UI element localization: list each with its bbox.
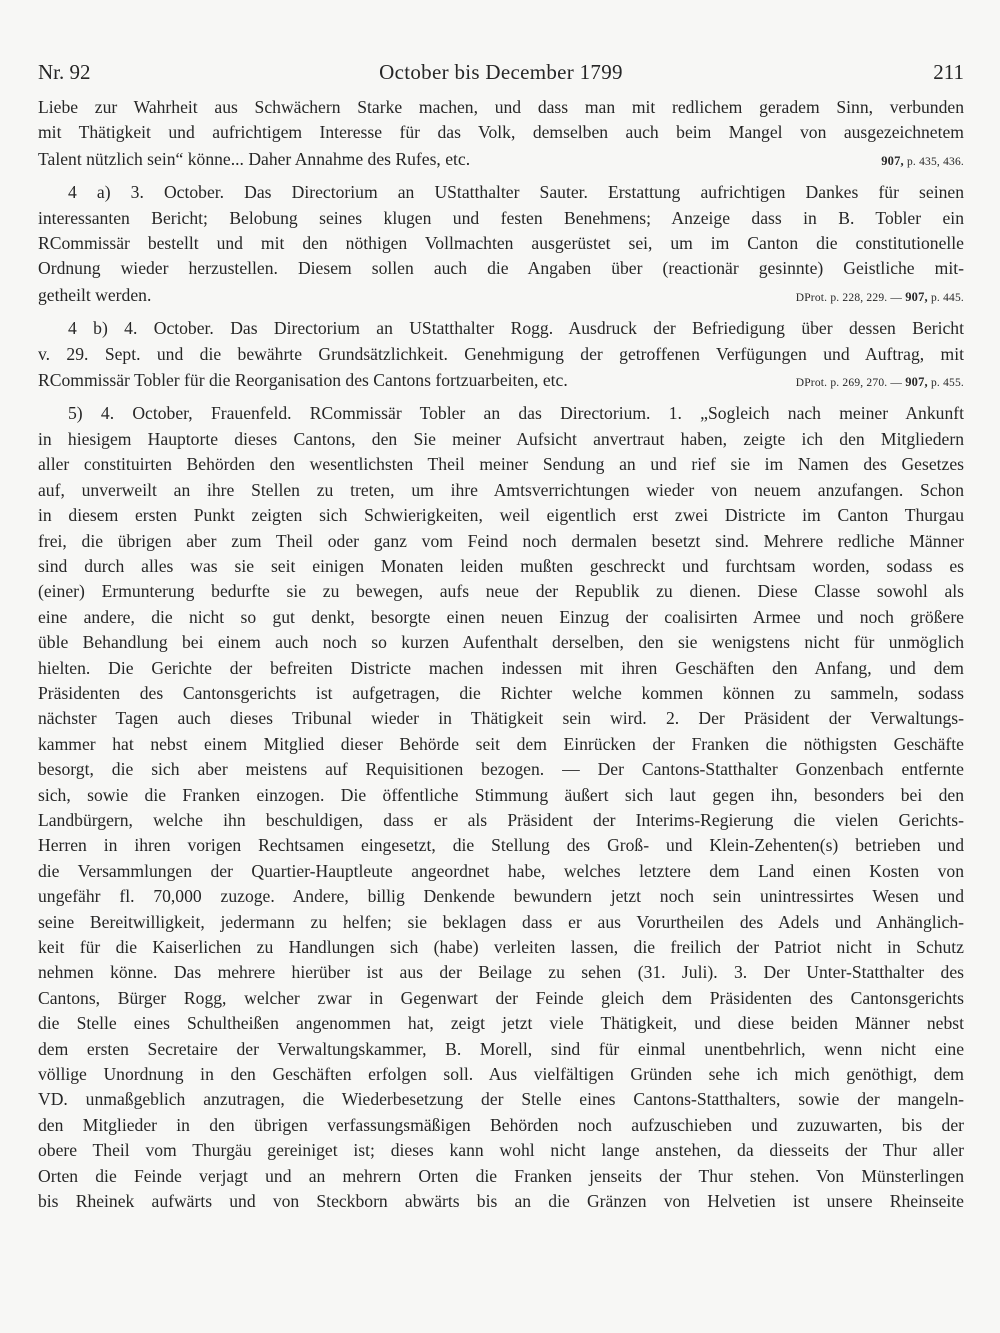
text-line: den Mitglieder in den übrigen verfassungsmäßigen Behörden noch aufzuschieben und zuzuwarten, bis der [38, 1114, 964, 1135]
reference-volume: 907, [905, 289, 928, 304]
reference-volume: 907, [881, 153, 904, 168]
text-line: 5) 4. October, Frauenfeld. RCommissär Tobler an das Directorium. 1. „Sogleich nach meiner Ankunft [68, 403, 964, 424]
page-number: 211 [933, 60, 964, 84]
text-line: Ordnung wieder herzustellen. Diesem sollen auch die Angaben über (reactionär gesinnte) Geistliche mit- [38, 258, 964, 279]
text-line: in hiesigem Hauptorte dieses Cantons, den Sie meiner Aufsicht anvertraut haben, zeigte ich den Mitgliedern [38, 428, 964, 449]
page-header [38, 60, 964, 92]
text-line: Landbürgern, welche ihn beschuldigen, dass er als Präsident der Interims-Regierung die vielen Gerichts- [38, 809, 964, 830]
text-line: aller constituirten Behörden den wesentlichsten Theil meiner Sendung an und rief sie im Namen des Gesetzes [38, 454, 964, 475]
reference-note [796, 285, 964, 311]
text-line: mit Thätigkeit und aufrichtigem Interesse für das Volk, demselben auch beim Mangel von ausgezeichnetem [38, 122, 964, 143]
text-line: nehmen könne. Das mehrere hierüber ist aus der Beilage zu sehen (31. Juli). 3. Der Unter-Statthalter des [38, 962, 964, 983]
text-line: getheilt werden. [38, 284, 152, 305]
text-line: 4 a) 3. October. Das Directorium an UStatthalter Sauter. Erstattung aufrichtigen Dankes für seinen [68, 182, 964, 203]
text-line: v. 29. Sept. und die bewährte Grundsätzlichkeit. Genehmigung der getroffenen Verfügungen und Auftrag, mit [38, 343, 964, 364]
text-line: Cantons, Bürger Rogg, welcher zwar in Gegenwart der Feinde gleich dem Präsidenten des Cantonsgerichts [38, 987, 964, 1008]
text-line: seine Bereitwilligkeit, jedermann zu helfen; sie beklagen dass er aus Vorurtheilen des Adels und Anhänglich- [38, 911, 964, 932]
text-line: frei, die übrigen aber zum Theil oder ganz vom Feind noch dermalen besetzt sind. Mehrere redliche Männer [38, 530, 964, 551]
text-line: sind durch alles was sie seit einigen Monaten leiden mußten geschreckt und furchtsam worden, sodass es [38, 555, 964, 576]
reference-pages: p. 455. [930, 377, 964, 390]
paragraph-4b [38, 316, 964, 396]
text-line: in diesem ersten Punkt zeigten sich Schwierigkeiten, weil eigentlich erst zwei Districte im Canton Thurgau [38, 505, 964, 526]
text-line: RCommissär bestellt und mit den nöthigen Vollmachten ausgerüstet sei, um im Canton die constitutionelle [38, 233, 964, 254]
text-line: sich, sowie die Franken einzogen. Die öffentliche Stimmung äußert sich laut gegen ihn, besonders bei den [38, 784, 964, 805]
reference-pages: p. 435, 436. [906, 155, 964, 168]
text-line: die Versammlungen der Quartier-Hauptleute angeordnet habe, welches letztere dem Land einen Kosten von [38, 860, 964, 881]
text-line: üble Behandlung bei einem auch noch so kurzen Aufenthalt derselben, den sie wenigstens nicht für unmöglich [38, 632, 964, 653]
document-number: Nr. 92 [38, 60, 91, 84]
reference-pages: p. 445. [930, 291, 964, 304]
reference-volume: 907, [905, 375, 928, 390]
text-line: hielten. Die Gerichte der befreiten Districte machen indessen mit ihren Geschäften den Anfang, und dem [38, 657, 964, 678]
text-line: besorgt, die sich aber meistens auf Requisitionen bezogen. — Der Cantons-Statthalter Gonzenbach entfernte [38, 759, 964, 780]
text-line: auf, unverweilt an ihre Stellen zu treten, um ihre Amtsverrichtungen wieder von neuem anzufangen. Schon [38, 479, 964, 500]
text-line: die Stelle eines Schultheißen angenommen hat, zeigt jetzt viele Thätigkeit, und diese beiden Männer nebst [38, 1013, 964, 1034]
text-line: bis Rheinek aufwärts und von Steckborn abwärts bis an die Gränzen von Helvetien ist unsere Rheinseite [38, 1191, 964, 1212]
reference-protocol: DProt. p. 269, 270. — [795, 377, 903, 390]
text-line: Liebe zur Wahrheit aus Schwächern Starke machen, und dass man mit redlichem geradem Sinn, verbunden [38, 97, 964, 117]
reference-protocol: DProt. p. 228, 229. — [795, 291, 903, 304]
text-line-last [38, 146, 964, 175]
text-line: eine andere, die nicht so gut denkt, besorgte einen neuen Einzug der coalisirten Armee und noch größere [38, 606, 964, 627]
text-line: 4 b) 4. October. Das Directorium an UStatthalter Rogg. Ausdruck der Befriedigung über dessen Bericht [68, 318, 964, 339]
text-line: Präsidenten des Cantonsgerichts ist aufgetragen, die Richter welche kommen können zu sammeln, sodass [38, 682, 964, 703]
text-line: dem ersten Secretaire der Verwaltungskammer, B. Morell, sind für einmal unentbehrlich, wenn nicht eine [38, 1038, 964, 1059]
text-line: Talent nützlich sein“ könne... Daher Annahme des Rufes, etc. [38, 148, 471, 169]
text-line: (einer) Ermunterung bedurfte sie zu bewegen, aufs neue der Republik zu dienen. Diese Classe sowohl als [38, 581, 964, 602]
text-line: Orten die Feinde verjagt und an mehrern Orten die Franken jenseits der Thur stehen. Von Münsterlingen [38, 1165, 964, 1186]
paragraph-continuation [38, 95, 964, 175]
text-line: keit für die Kaiserlichen zu Handlungen sich (habe) verleiten lassen, die freilich der Patriot nicht in Schutz [38, 937, 964, 957]
text-line-last [38, 282, 964, 311]
text-line: interessanten Bericht; Belobung seines klugen und festen Benehmens; Anzeige dass in B. Tobler ein [38, 207, 964, 228]
reference-note [796, 370, 964, 396]
text-line: völlige Unordnung in den Geschäften erfolgen soll. Aus vielfältigen Gründen sehe ich mich genöthigt, dem [38, 1064, 964, 1085]
text-line: ungefähr fl. 70,000 zuzoge. Andere, billig Denkende bewundern jetzt noch sein unintressirtes Wesen und [38, 886, 964, 907]
paragraph-5 [38, 401, 964, 1214]
text-line: VD. unmaßgeblich anzutragen, die Wiederbesetzung der Stelle eines Cantons-Statthalters, sowie der mangeln- [38, 1089, 964, 1110]
text-line: RCommissär Tobler für die Reorganisation des Cantons fortzuarbeiten, etc. [38, 370, 568, 391]
reference-note [881, 149, 964, 175]
paragraph-4a [38, 180, 964, 311]
text-line: nächster Tagen auch dieses Tribunal wieder in Thätigkeit sein wird. 2. Der Präsident der Verwaltungs- [38, 708, 964, 729]
text-line: kammer hat nebst einem Mitglied dieser Behörde seit dem Einrücken der Franken die nöthigsten Geschäfte [38, 733, 964, 754]
running-title: October bis December 1799 [379, 60, 623, 84]
page-body [38, 95, 964, 1219]
text-line: Herren in ihren vorigen Rechtsamen eingesetzt, die Stellung des Groß- und Klein-Zehenten(s) betrieben und [38, 835, 964, 856]
text-line: obere Theil vom Thurgäu gereiniget ist; dieses kann wohl nicht lange anstehen, da diesseits der Thur aller [38, 1140, 964, 1161]
text-line-last [38, 367, 964, 396]
